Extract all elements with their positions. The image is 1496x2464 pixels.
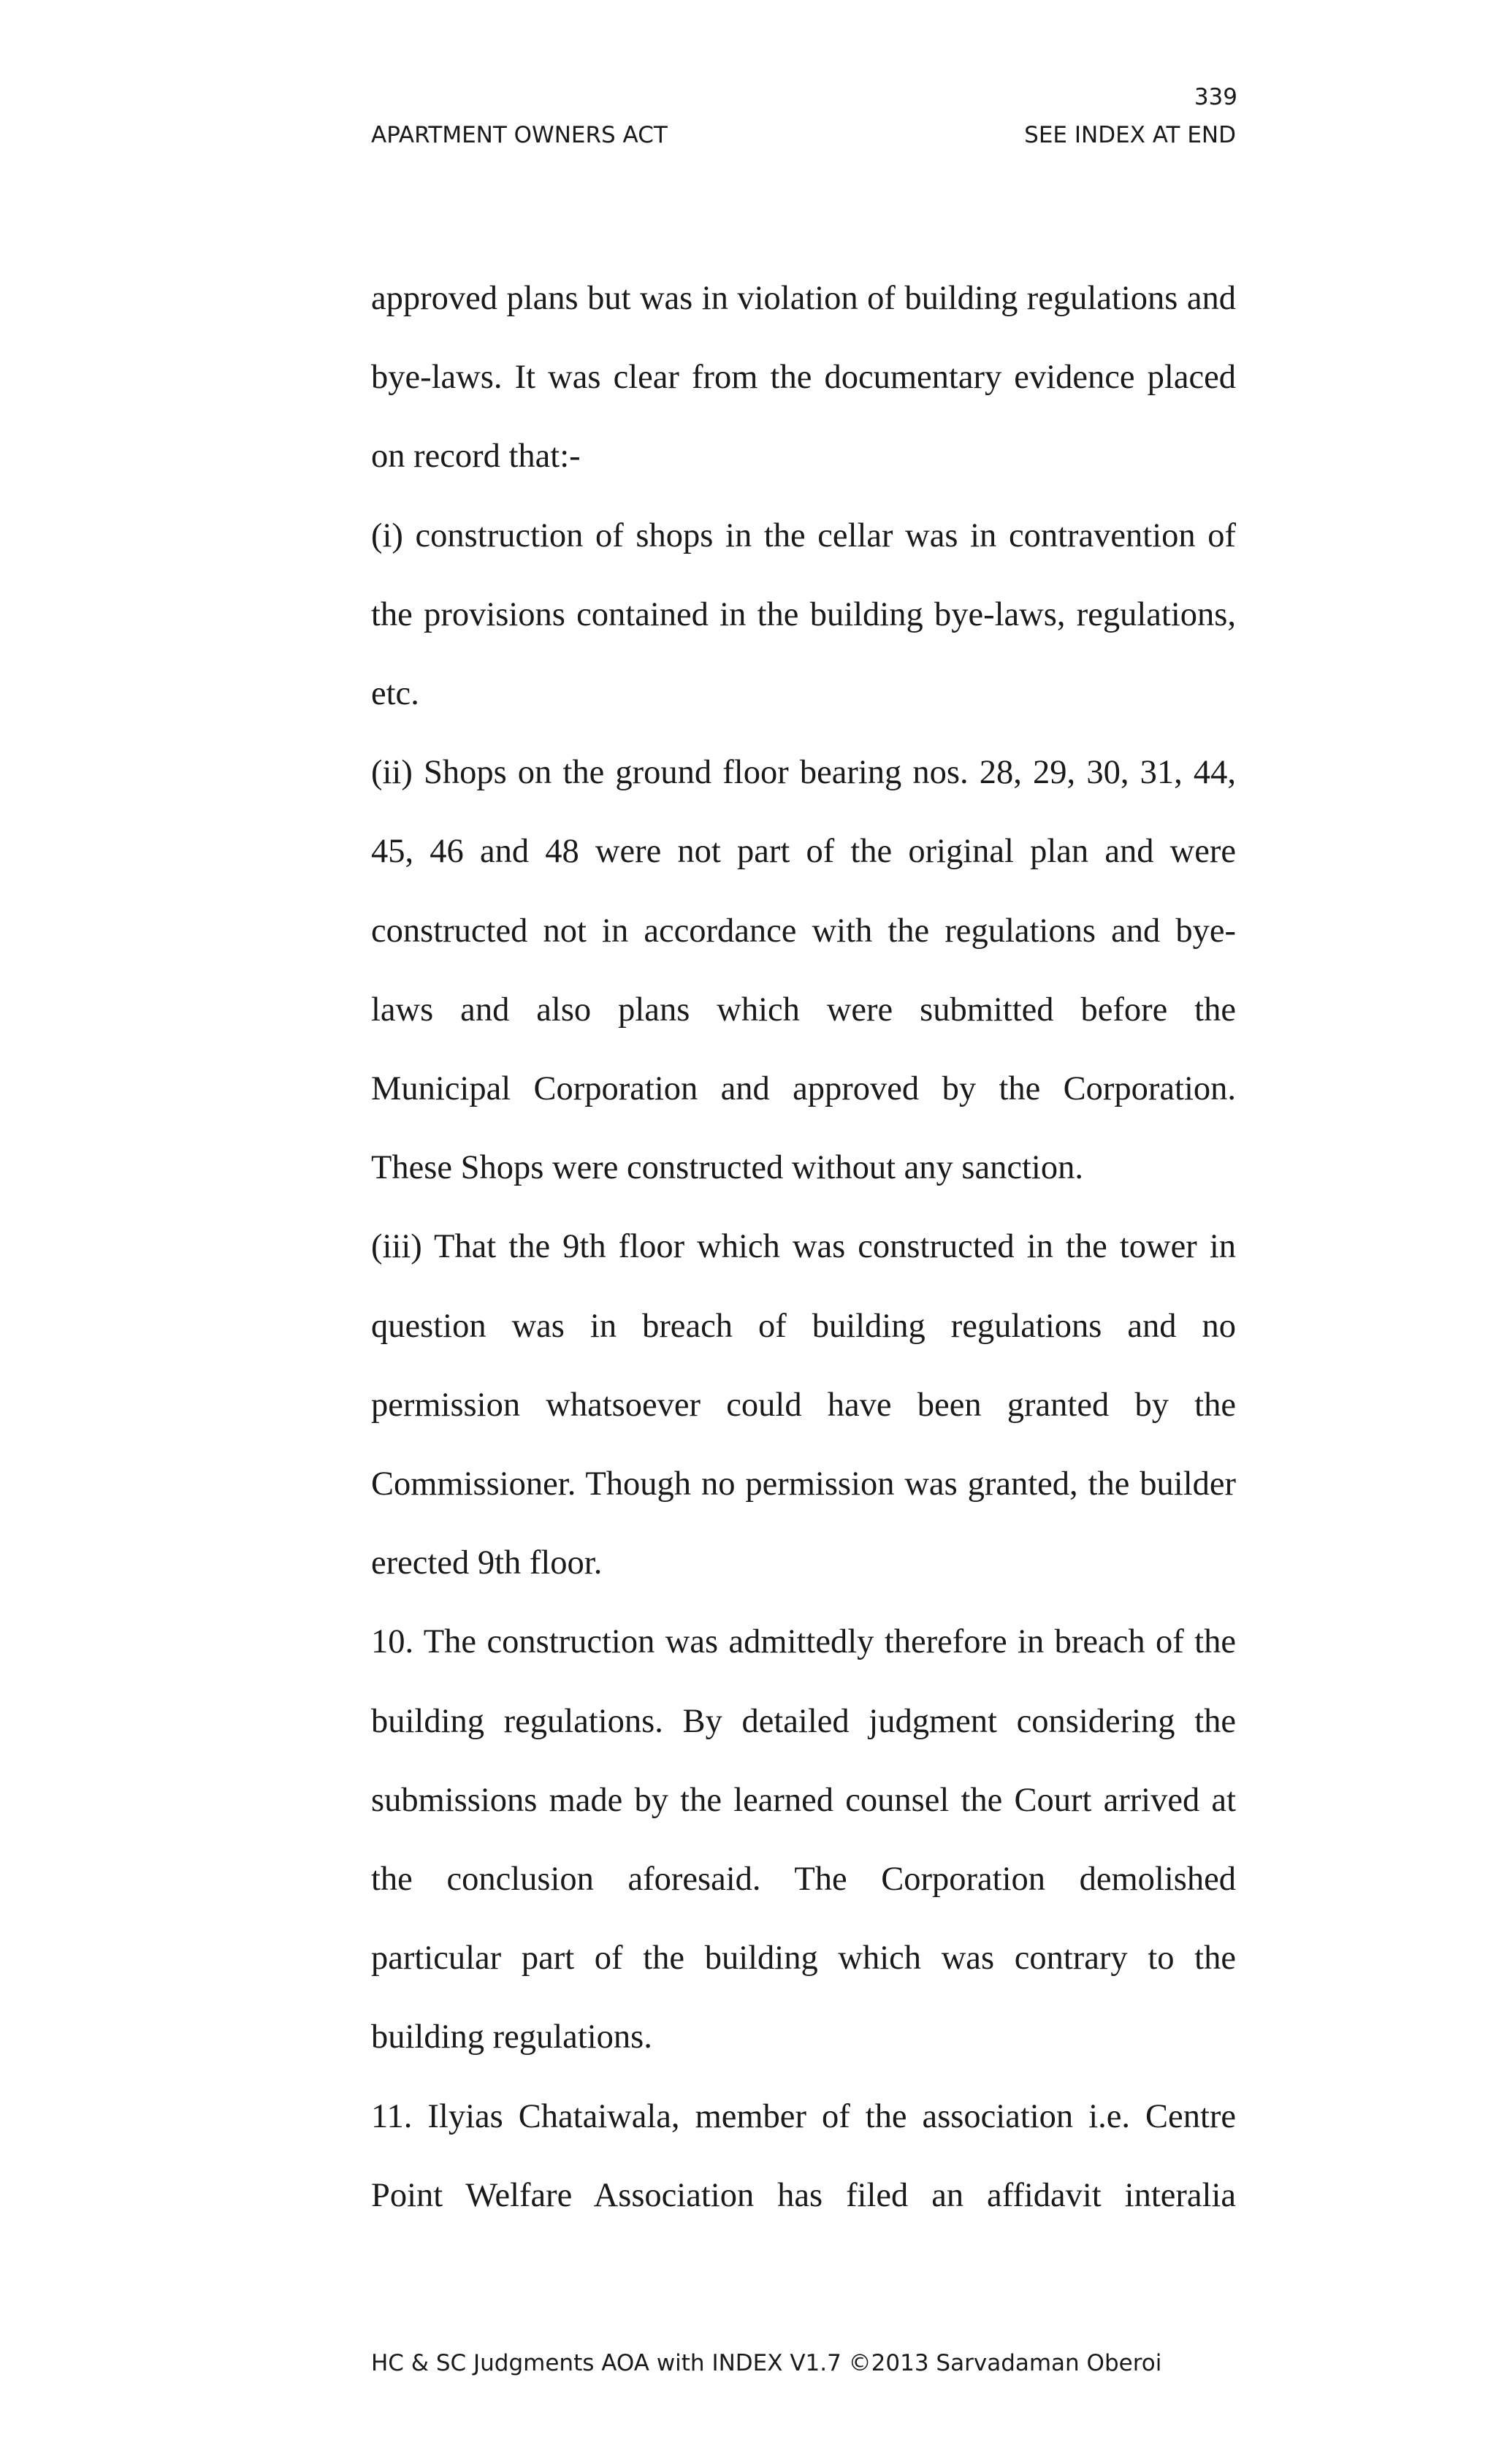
paragraph: (i) construction of shops in the cellar was in contravention of the provisions contained in the building bye-laws, regulations, etc. [371,516,1236,713]
page-number: 339 [1194,84,1237,110]
paragraph: 11. Ilyias Chataiwala, member of the association i.e. Centre Point Welfare Association has filed an affidavit interalia [371,2097,1236,2214]
header-title: APARTMENT OWNERS ACT [371,122,668,148]
header-index-note: SEE INDEX AT END [1024,122,1236,148]
paragraph: 10. The construction was admittedly therefore in breach of the building regulations. By detailed judgment considering the submissions made by the learned counsel the Court arrived at the conclusion aforesaid. The Corporation demolished particular part of the building which was contrary to the building regulations. [371,1623,1236,2056]
body-text [371,259,1236,2235]
paragraph: (iii) That the 9th floor which was constructed in the tower in question was in breach of building regulations and no permission whatsoever could have been granted by the Commissioner. Though no permission was granted, the builder erected 9th floor. [371,1228,1236,1582]
running-header [371,124,1236,147]
paragraph: (ii) Shops on the ground floor bearing nos. 28, 29, 30, 31, 44, 45, 46 and 48 were not part of the original plan and were constructed not in accordance with the regulations and bye-laws and also plans which were submitted before the Municipal Corporation and approved by the Corporation. These Shops were constructed without any sanction. [371,754,1236,1187]
paragraph: approved plans but was in violation of building regulations and bye-laws. It was clear from the documentary evidence placed on record that:- [371,280,1236,476]
footer: HC & SC Judgments AOA with INDEX V1.7 ©2013 Sarvadaman Oberoi [371,2350,1162,2376]
